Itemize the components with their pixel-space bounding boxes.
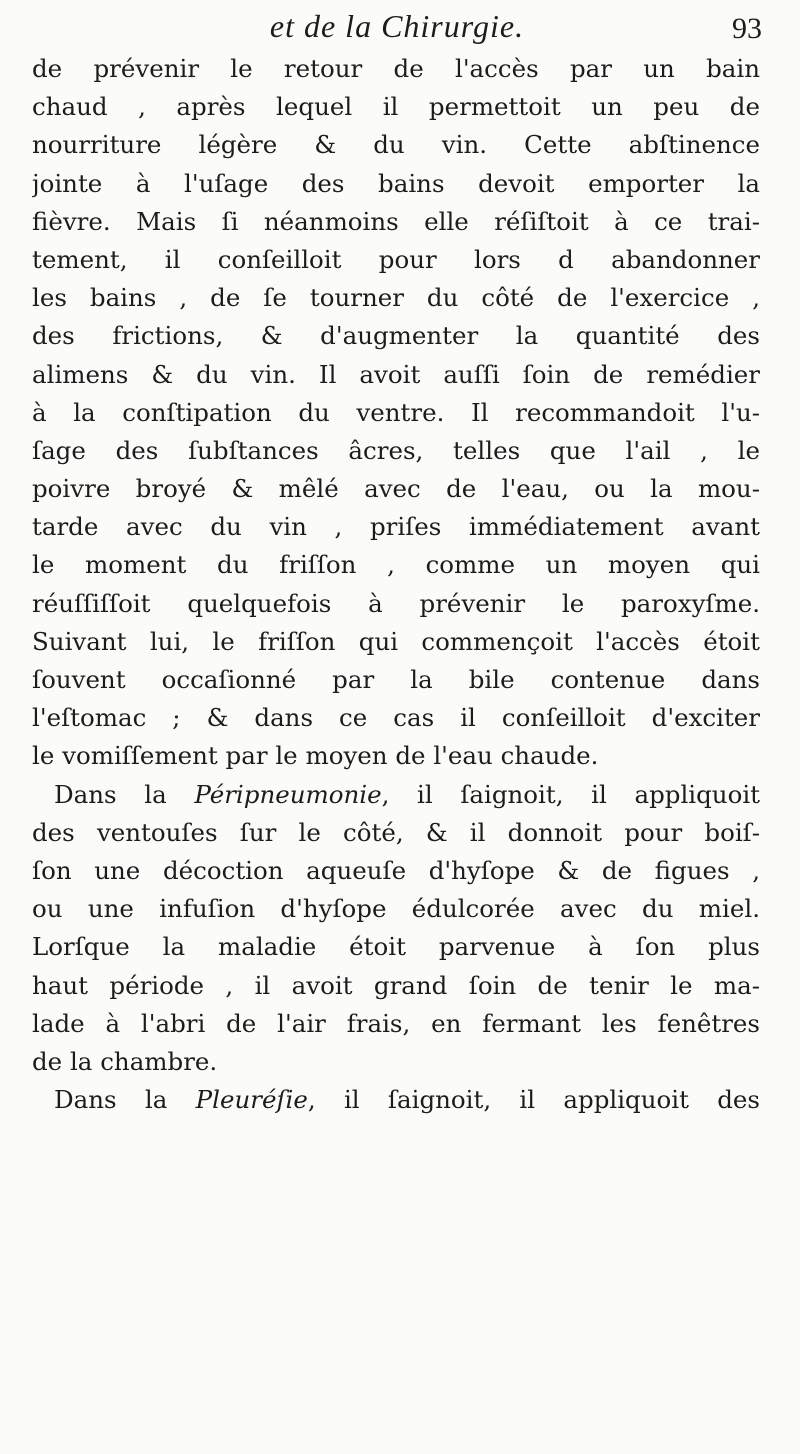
page-number: 93 bbox=[732, 12, 762, 45]
paragraph-lead-line bbox=[32, 776, 760, 814]
text-line: l'eſtomac ; & dans ce cas il conſeilloit d'exciter bbox=[32, 703, 760, 733]
text-line: ou une infuſion d'hyſope édulcorée avec du miel. bbox=[32, 894, 760, 924]
section-term: Péripneumonie bbox=[194, 779, 382, 809]
text-line: Suivant lui, le friſſon qui commençoit l'accès étoit bbox=[32, 626, 760, 656]
text-line: alimens & du vin. Il avoit auſſi ſoin de remédier bbox=[32, 359, 760, 389]
text-line: jointe à l'uſage des bains devoit emporter la bbox=[32, 168, 760, 198]
text-line: Lorſque la maladie étoit parvenue à ſon plus bbox=[32, 932, 760, 962]
lead-rest-text: , il ſaignoit, il appliquoit bbox=[381, 779, 760, 809]
section-term: Pleuréſie bbox=[195, 1085, 308, 1115]
paragraph-lead-line bbox=[32, 1081, 760, 1119]
text-line: à la conſtipation du ventre. Il recommandoit l'u- bbox=[32, 397, 760, 427]
text-line: haut période , il avoit grand ſoin de tenir le ma- bbox=[32, 970, 760, 1000]
text-line: des frictions, & d'augmenter la quantité des bbox=[32, 321, 760, 351]
text-line: ſage des ſubſtances âcres, telles que l'ail , le bbox=[32, 435, 760, 465]
text-line: tarde avec du vin , priſes immédiatement avant bbox=[32, 512, 760, 542]
body-text bbox=[32, 50, 760, 1119]
text-line: tement, il conſeilloit pour lors d abandonner bbox=[32, 244, 760, 274]
text-line: de prévenir le retour de l'accès par un bain bbox=[32, 54, 760, 83]
text-line: fièvre. Mais ſi néanmoins elle réſiſtoit à ce trai- bbox=[32, 206, 760, 236]
running-title: et de la Chirurgie. bbox=[269, 8, 525, 44]
text-line: nourriture légère & du vin. Cette abſtinence bbox=[32, 130, 760, 160]
text-line: ſon une décoction aqueuſe d'hyſope & de figues , bbox=[32, 855, 760, 885]
text-line: de la chambre. bbox=[32, 1046, 218, 1076]
running-head bbox=[32, 6, 762, 50]
text-line: ſouvent occaſionné par la bile contenue dans bbox=[32, 665, 760, 694]
text-line: le moment du friſſon , comme un moyen qui bbox=[32, 550, 760, 580]
text-line: chaud , après lequel il permettoit un peu de bbox=[32, 92, 760, 122]
text-line: des ventouſes ſur le côté, & il donnoit pour boiſ- bbox=[32, 817, 760, 847]
lead-text: Dans la bbox=[54, 1085, 196, 1115]
text-line: réuſſiſſoit quelquefois à prévenir le paroxyſme. bbox=[32, 588, 760, 618]
text-line: poivre broyé & mêlé avec de l'eau, ou la mou- bbox=[32, 474, 760, 504]
text-line: lade à l'abri de l'air frais, en fermant les fenêtres bbox=[32, 1008, 760, 1038]
text-line: le vomiſſement par le moyen de l'eau chaude. bbox=[32, 741, 599, 771]
text-line: les bains , de ſe tourner du côté de l'exercice , bbox=[32, 283, 760, 313]
lead-rest-text: , il ſaignoit, il appliquoit des bbox=[307, 1085, 760, 1115]
lead-text: Dans la bbox=[54, 779, 195, 809]
